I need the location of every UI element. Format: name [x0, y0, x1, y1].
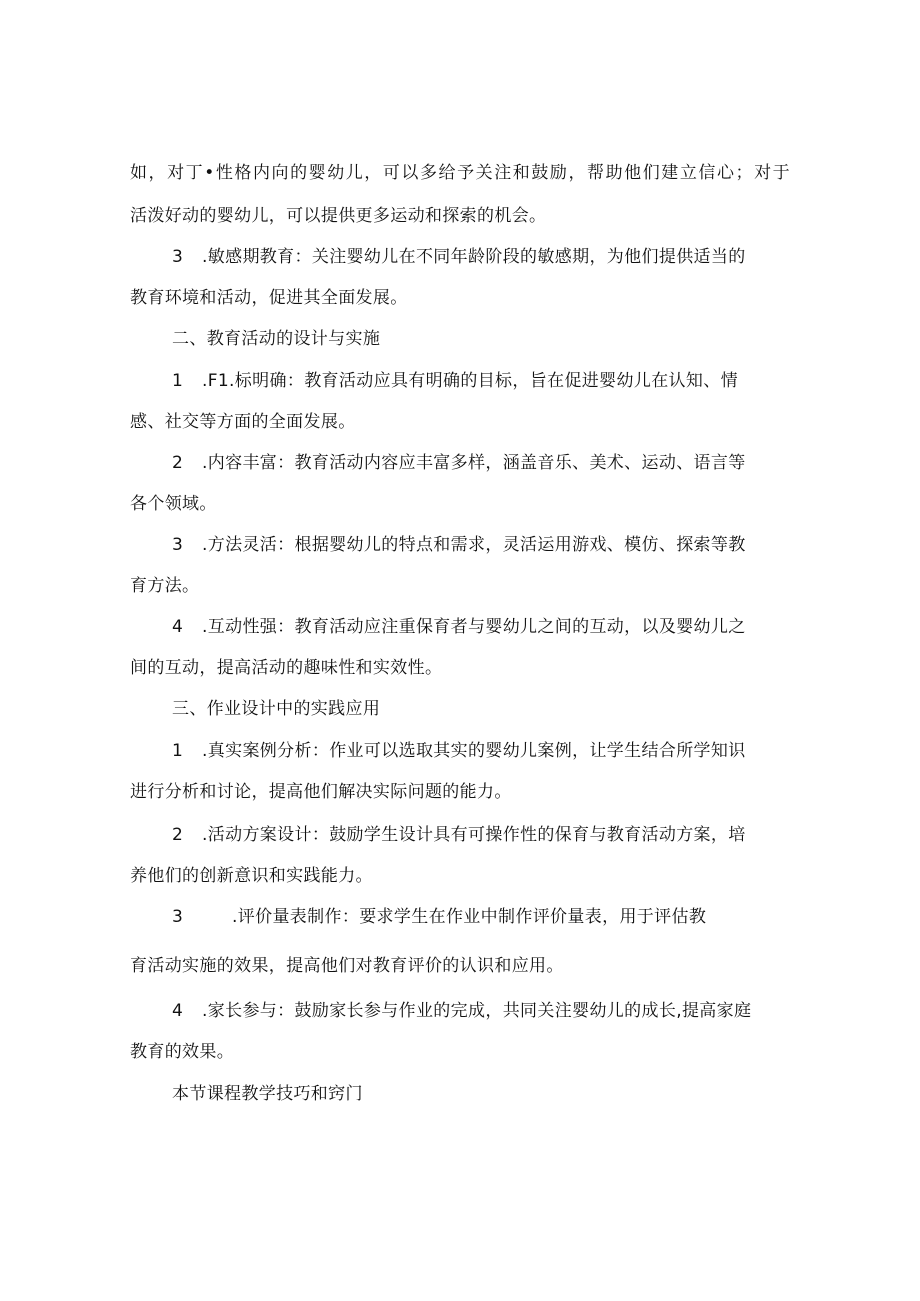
list-number: 4	[172, 1001, 184, 1021]
paragraph-line: 活泼好动的婴幼儿，可以提供更多运动和探索的机会。	[130, 206, 547, 226]
paragraph-line: 间的互动，提高活动的趣味性和实效性。	[130, 658, 443, 678]
list-item-text: .F1.标明确：教育活动应具有明确的目标，旨在促进婴幼儿在认知、情	[202, 371, 738, 391]
paragraph-line: 养他们的创新意识和实践能力。	[130, 866, 373, 886]
list-number: 2	[172, 825, 184, 845]
list-item-text: .内容丰富：教育活动内容应丰富多样，涵盖音乐、美术、运动、语言等	[202, 453, 746, 473]
list-item-line	[172, 246, 832, 268]
list-number: 3	[172, 907, 184, 927]
list-item-line	[172, 534, 832, 556]
list-item-line	[172, 370, 832, 392]
list-item-line	[172, 452, 832, 474]
list-number: 1	[172, 371, 184, 391]
section-heading: 二、教育活动的设计与实施	[172, 329, 381, 349]
list-item-text: .方法灵活：根据婴幼儿的特点和需求，灵活运用游戏、模仿、探索等教	[202, 535, 746, 555]
paragraph-line: 育活动实施的效果，提高他们对教育评价的认识和应用。	[130, 956, 564, 976]
list-item-text: .互动性强：教育活动应注重保育者与婴幼儿之间的互动，以及婴幼儿之	[202, 617, 746, 637]
paragraph-line: 教育环境和活动，促进其全面发展。	[130, 288, 408, 308]
list-item-text: .家长参与：鼓励家长参与作业的完成，共同关注婴幼儿的成长,提高家庭	[202, 1001, 752, 1021]
list-number: 3	[172, 535, 184, 555]
section-heading: 本节课程教学技巧和窍门	[172, 1084, 363, 1104]
paragraph-line: 育方法。	[130, 576, 200, 596]
list-item-line	[172, 616, 832, 638]
list-item-text: .真实案例分析：作业可以选取其实的婴幼儿案例，让学生结合所学知识	[202, 741, 746, 761]
list-item-line	[172, 1000, 832, 1022]
list-number: 1	[172, 741, 184, 761]
paragraph-line: 感、社交等方面的全面发展。	[130, 412, 356, 432]
list-number: 3	[172, 247, 184, 267]
paragraph-line: 进行分析和讨论，提高他们解决实际问题的能力。	[130, 782, 512, 802]
paragraph-line: 教育的效果。	[130, 1042, 235, 1062]
list-item-text: .敏感期教育：关注婴幼儿在不同年龄阶段的敏感期，为他们提供适当的	[202, 247, 746, 267]
list-number: 2	[172, 453, 184, 473]
paragraph-line: 如，对丁•性格内向的婴幼儿，可以多给予关注和鼓励，帮助他们建立信心；对于	[130, 163, 790, 183]
list-number: 4	[172, 617, 184, 637]
list-item-line	[172, 740, 832, 762]
paragraph-line: 各个领域。	[130, 494, 217, 514]
section-heading: 三、作业设计中的实践应用	[172, 699, 381, 719]
list-item-line	[172, 906, 832, 928]
list-item-line	[172, 824, 832, 846]
list-item-text: .评价量表制作：要求学生在作业中制作评价量表，用于评估教	[232, 907, 707, 927]
list-item-text: .活动方案设计：鼓励学生设计具有可操作性的保育与教育活动方案，培	[202, 825, 746, 845]
